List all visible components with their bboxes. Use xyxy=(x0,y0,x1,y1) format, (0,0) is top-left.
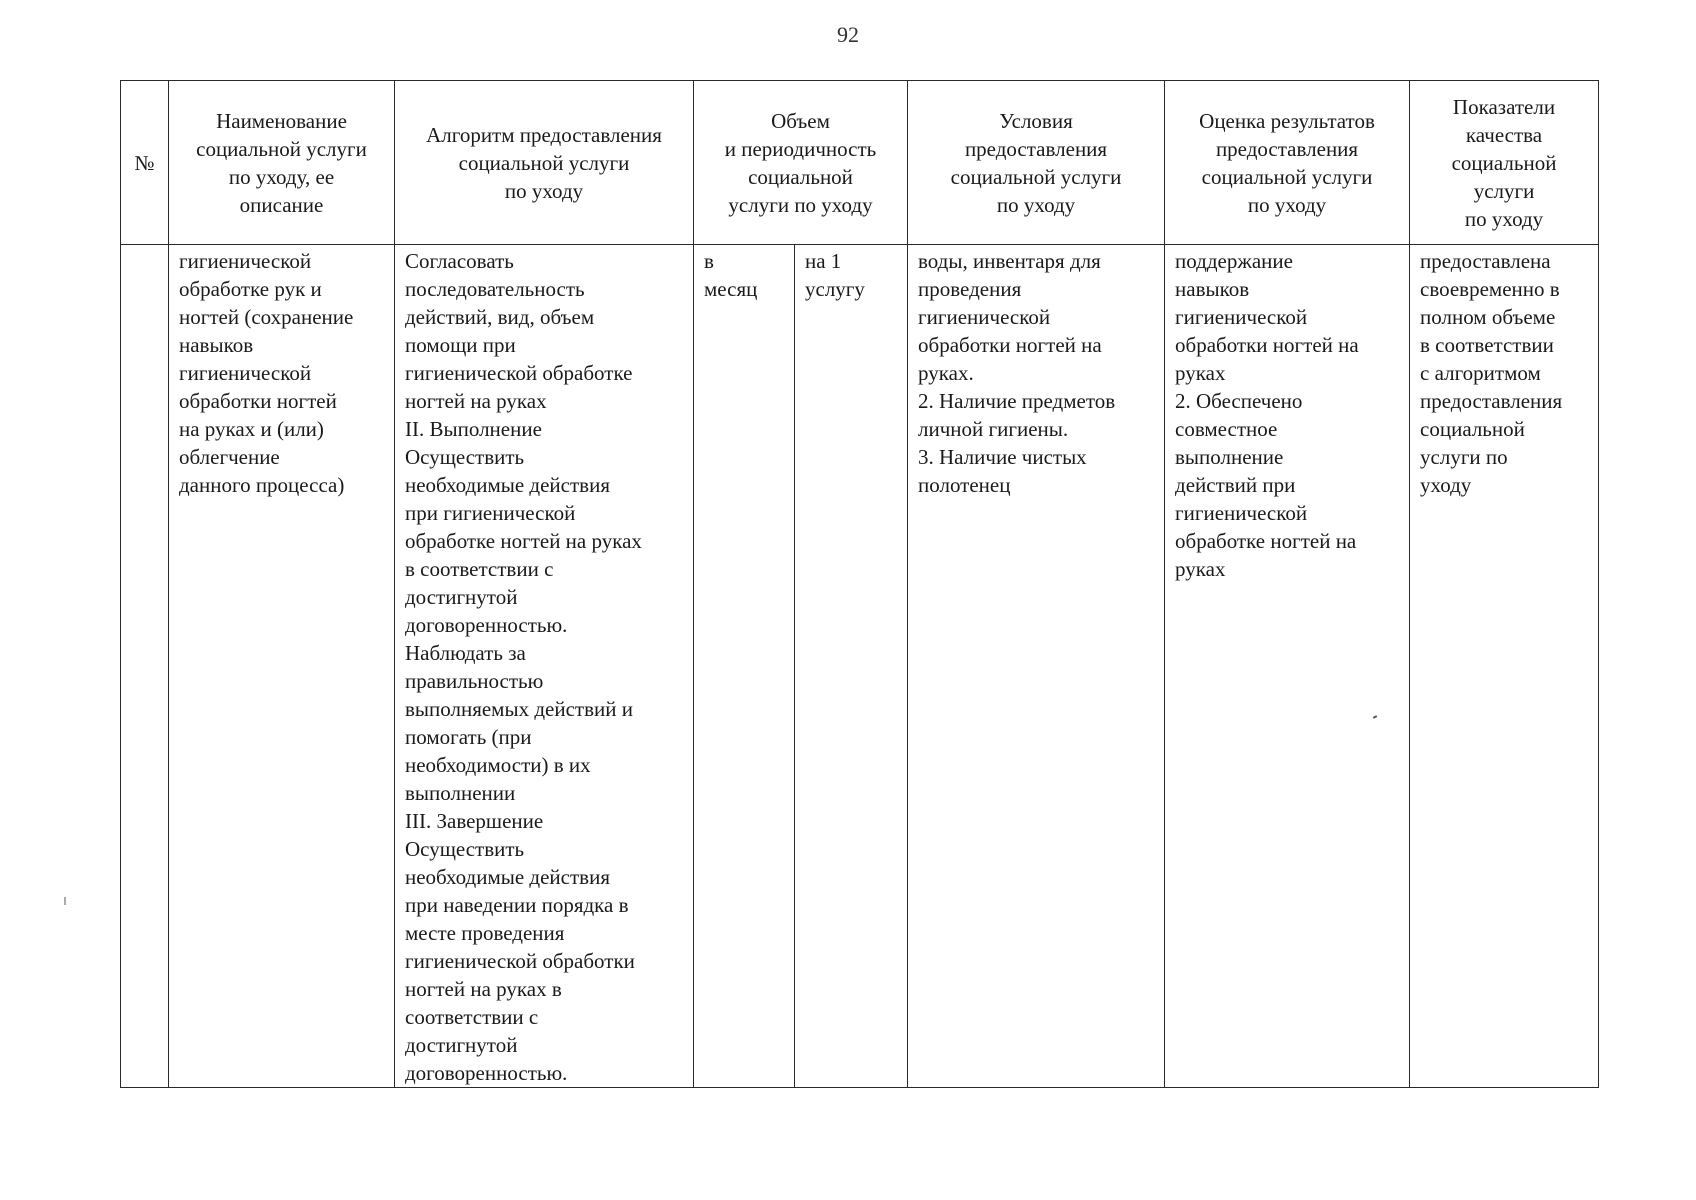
cell-volume: на 1 услугу xyxy=(795,245,908,1088)
cell-algorithm: Согласовать последовательность действий, вид, объем помощи при гигиенической обработке ногтей на руках II. Выполнение Осуществить необходимые действия при гигиенической обработке ногтей на руках в соответствии с достигнутой договоренностью. Наблюдать за правильностью выполняемых действий и помогать (при необходимости) в их выполнении III. Завершение Осуществить необходимые действия при наведении порядка в месте проведения гигиенической обработки ногтей на руках в соответствии с достигнутой договоренностью. xyxy=(395,245,694,1088)
table-header-row xyxy=(121,81,1599,245)
table-row xyxy=(121,245,1599,1088)
cell-conditions: воды, инвентаря для проведения гигиенической обработки ногтей на руках. 2. Наличие предметов личной гигиены. 3. Наличие чистых полотенец xyxy=(908,245,1165,1088)
header-conditions: Условия предоставления социальной услуги по уходу xyxy=(908,81,1165,245)
services-table xyxy=(120,80,1599,1088)
header-algorithm: Алгоритм предоставления социальной услуги по уходу xyxy=(395,81,694,245)
header-service-name: Наименование социальной услуги по уходу, ее описание xyxy=(169,81,395,245)
cell-number xyxy=(121,245,169,1088)
header-evaluation: Оценка результатов предоставления социальной услуги по уходу xyxy=(1165,81,1410,245)
page-number: 92 xyxy=(837,22,859,47)
cell-quality: предоставлена своевременно в полном объеме в соответствии с алгоритмом предоставления социальной услуги по уходу xyxy=(1410,245,1599,1088)
header-quality: Показатели качества социальной услуги по уходу xyxy=(1410,81,1599,245)
cell-periodicity: в месяц xyxy=(694,245,795,1088)
header-number: № xyxy=(121,81,169,245)
scan-edge-mark xyxy=(64,897,66,905)
cell-service-name: гигиенической обработке рук и ногтей (сохранение навыков гигиенической обработки ногтей на руках и (или) облегчение данного процесса) xyxy=(169,245,395,1088)
header-volume-periodicity: Объем и периодичность социальной услуги по уходу xyxy=(694,81,908,245)
cell-evaluation: поддержание навыков гигиенической обработки ногтей на руках 2. Обеспечено совместное выполнение действий при гигиенической обработке ногтей на руках xyxy=(1165,245,1410,1088)
